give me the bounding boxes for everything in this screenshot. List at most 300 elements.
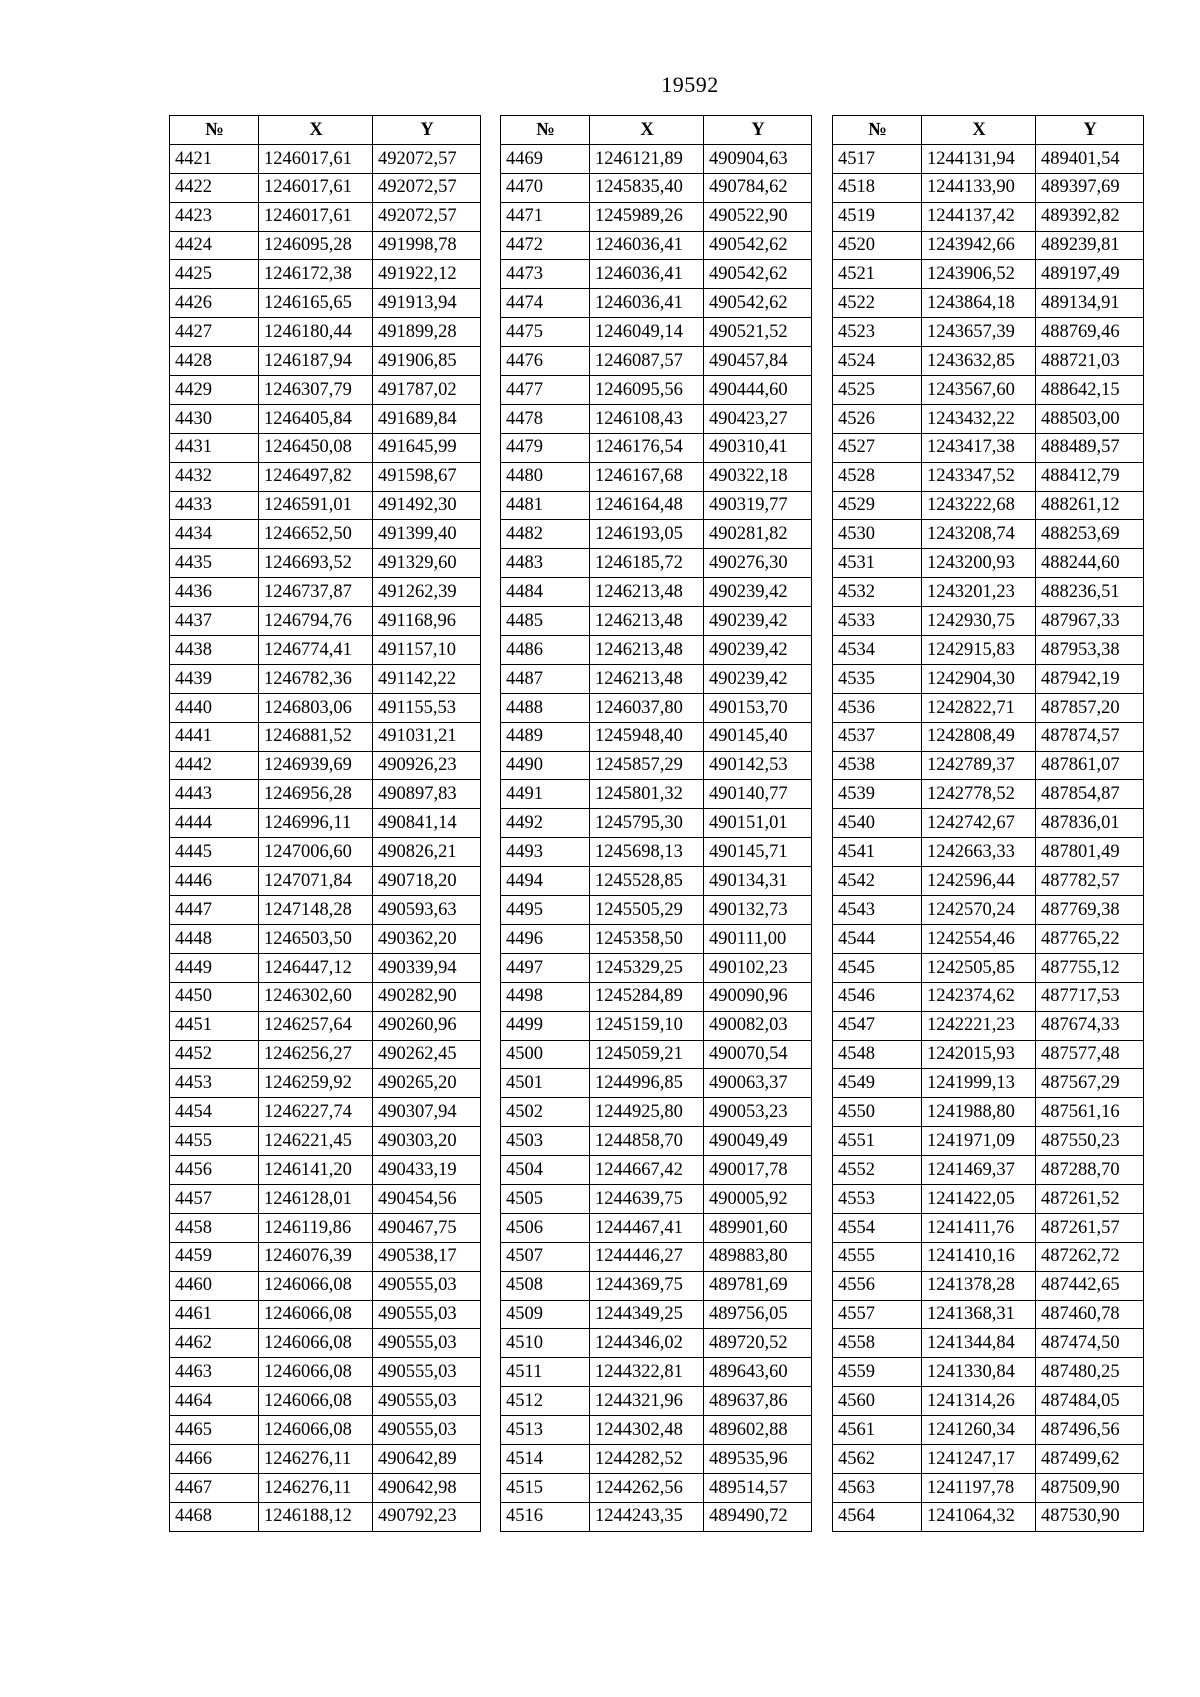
point-number-cell: 4514 [501,1444,590,1473]
x-coordinate-cell: 1241971,09 [922,1127,1036,1156]
x-coordinate-cell: 1246066,08 [259,1358,373,1387]
point-number-cell: 4454 [170,1098,259,1127]
table-row [501,1502,812,1531]
table-row [170,1416,481,1445]
table-row [170,780,481,809]
x-coordinate-cell: 1246095,28 [259,231,373,260]
column-header-y: Y [1036,116,1144,145]
table-header-row [501,116,812,145]
point-number-cell: 4559 [833,1358,922,1387]
y-coordinate-cell: 490239,42 [704,607,812,636]
x-coordinate-cell: 1245948,40 [590,722,704,751]
table-row [501,722,812,751]
point-number-cell: 4542 [833,867,922,896]
x-coordinate-cell: 1246956,28 [259,780,373,809]
x-coordinate-cell: 1246213,48 [590,636,704,665]
x-coordinate-cell: 1244446,27 [590,1242,704,1271]
table-row [501,1069,812,1098]
table-row [170,1213,481,1242]
y-coordinate-cell: 490140,77 [704,780,812,809]
x-coordinate-cell: 1246036,41 [590,231,704,260]
point-number-cell: 4509 [501,1300,590,1329]
y-coordinate-cell: 490145,71 [704,838,812,867]
x-coordinate-cell: 1241260,34 [922,1416,1036,1445]
x-coordinate-cell: 1243208,74 [922,520,1036,549]
y-coordinate-cell: 490142,53 [704,751,812,780]
y-coordinate-cell: 490904,63 [704,144,812,173]
x-coordinate-cell: 1244369,75 [590,1271,704,1300]
table-row [833,1011,1144,1040]
point-number-cell: 4564 [833,1502,922,1531]
table-row [833,1098,1144,1127]
y-coordinate-cell: 487567,29 [1036,1069,1144,1098]
y-coordinate-cell: 487577,48 [1036,1040,1144,1069]
point-number-cell: 4441 [170,722,259,751]
x-coordinate-cell: 1245059,21 [590,1040,704,1069]
point-number-cell: 4468 [170,1502,259,1531]
y-coordinate-cell: 490282,90 [373,982,481,1011]
y-coordinate-cell: 490049,49 [704,1127,812,1156]
y-coordinate-cell: 489239,81 [1036,231,1144,260]
column-header-number: № [501,116,590,145]
point-number-cell: 4437 [170,607,259,636]
x-coordinate-cell: 1246141,20 [259,1156,373,1185]
y-coordinate-cell: 487442,65 [1036,1271,1144,1300]
point-number-cell: 4532 [833,578,922,607]
y-coordinate-cell: 488489,57 [1036,433,1144,462]
coordinate-table-2 [500,115,812,1532]
x-coordinate-cell: 1242789,37 [922,751,1036,780]
x-coordinate-cell: 1246213,48 [590,664,704,693]
table-row [170,867,481,896]
point-number-cell: 4462 [170,1329,259,1358]
point-number-cell: 4475 [501,318,590,347]
table-row [170,1242,481,1271]
x-coordinate-cell: 1246737,87 [259,578,373,607]
y-coordinate-cell: 491399,40 [373,520,481,549]
x-coordinate-cell: 1246185,72 [590,549,704,578]
point-number-cell: 4450 [170,982,259,1011]
y-coordinate-cell: 490276,30 [704,549,812,578]
y-coordinate-cell: 488261,12 [1036,491,1144,520]
point-number-cell: 4520 [833,231,922,260]
point-number-cell: 4512 [501,1387,590,1416]
point-number-cell: 4562 [833,1444,922,1473]
table-row [501,491,812,520]
point-number-cell: 4544 [833,924,922,953]
y-coordinate-cell: 490307,94 [373,1098,481,1127]
column-header-number: № [833,116,922,145]
y-coordinate-cell: 487854,87 [1036,780,1144,809]
x-coordinate-cell: 1245505,29 [590,896,704,925]
y-coordinate-cell: 487499,62 [1036,1444,1144,1473]
point-number-cell: 4560 [833,1387,922,1416]
table-row [170,578,481,607]
x-coordinate-cell: 1242596,44 [922,867,1036,896]
y-coordinate-cell: 490521,52 [704,318,812,347]
table-row [170,982,481,1011]
y-coordinate-cell: 491913,94 [373,289,481,318]
point-number-cell: 4465 [170,1416,259,1445]
point-number-cell: 4511 [501,1358,590,1387]
y-coordinate-cell: 488721,03 [1036,347,1144,376]
point-number-cell: 4510 [501,1329,590,1358]
y-coordinate-cell: 488769,46 [1036,318,1144,347]
point-number-cell: 4489 [501,722,590,751]
table-row [833,607,1144,636]
point-number-cell: 4507 [501,1242,590,1271]
point-number-cell: 4546 [833,982,922,1011]
y-coordinate-cell: 487261,57 [1036,1213,1144,1242]
x-coordinate-cell: 1242015,93 [922,1040,1036,1069]
table-row [833,144,1144,173]
table-row [833,289,1144,318]
x-coordinate-cell: 1246066,08 [259,1416,373,1445]
table-row [501,780,812,809]
point-number-cell: 4500 [501,1040,590,1069]
x-coordinate-cell: 1242663,33 [922,838,1036,867]
x-coordinate-cell: 1246187,94 [259,347,373,376]
x-coordinate-cell: 1241344,84 [922,1329,1036,1358]
x-coordinate-cell: 1241410,16 [922,1242,1036,1271]
x-coordinate-cell: 1241999,13 [922,1069,1036,1098]
point-number-cell: 4478 [501,404,590,433]
x-coordinate-cell: 1245835,40 [590,173,704,202]
table-row [170,1473,481,1502]
x-coordinate-cell: 1246066,08 [259,1387,373,1416]
x-coordinate-cell: 1241197,78 [922,1473,1036,1502]
point-number-cell: 4451 [170,1011,259,1040]
table-row [501,664,812,693]
x-coordinate-cell: 1246996,11 [259,809,373,838]
table-row [501,1444,812,1473]
y-coordinate-cell: 490642,98 [373,1473,481,1502]
point-number-cell: 4518 [833,173,922,202]
point-number-cell: 4499 [501,1011,590,1040]
x-coordinate-cell: 1246164,48 [590,491,704,520]
x-coordinate-cell: 1246095,56 [590,376,704,405]
y-coordinate-cell: 487953,38 [1036,636,1144,665]
point-number-cell: 4487 [501,664,590,693]
x-coordinate-cell: 1242808,49 [922,722,1036,751]
table-row [501,549,812,578]
point-number-cell: 4515 [501,1473,590,1502]
y-coordinate-cell: 490467,75 [373,1213,481,1242]
x-coordinate-cell: 1241247,17 [922,1444,1036,1473]
y-coordinate-cell: 490111,00 [704,924,812,953]
point-number-cell: 4438 [170,636,259,665]
x-coordinate-cell: 1245528,85 [590,867,704,896]
table-row [501,953,812,982]
coordinate-table-1 [169,115,481,1532]
table-row [170,404,481,433]
point-number-cell: 4522 [833,289,922,318]
x-coordinate-cell: 1245159,10 [590,1011,704,1040]
y-coordinate-cell: 490792,23 [373,1502,481,1531]
x-coordinate-cell: 1244639,75 [590,1184,704,1213]
point-number-cell: 4527 [833,433,922,462]
x-coordinate-cell: 1246017,61 [259,144,373,173]
y-coordinate-cell: 490826,21 [373,838,481,867]
y-coordinate-cell: 491998,78 [373,231,481,260]
y-coordinate-cell: 491492,30 [373,491,481,520]
y-coordinate-cell: 490260,96 [373,1011,481,1040]
y-coordinate-cell: 490239,42 [704,636,812,665]
table-row [501,1156,812,1185]
x-coordinate-cell: 1246176,54 [590,433,704,462]
table-row [833,1358,1144,1387]
y-coordinate-cell: 490642,89 [373,1444,481,1473]
table-row [501,260,812,289]
x-coordinate-cell: 1242742,67 [922,809,1036,838]
table-row [501,289,812,318]
table-row [170,1011,481,1040]
x-coordinate-cell: 1246017,61 [259,173,373,202]
point-number-cell: 4463 [170,1358,259,1387]
point-number-cell: 4508 [501,1271,590,1300]
y-coordinate-cell: 491906,85 [373,347,481,376]
point-number-cell: 4488 [501,693,590,722]
table-row [170,1098,481,1127]
table-row [833,693,1144,722]
table-row [833,1040,1144,1069]
table-row [501,896,812,925]
point-number-cell: 4504 [501,1156,590,1185]
y-coordinate-cell: 488412,79 [1036,462,1144,491]
point-number-cell: 4485 [501,607,590,636]
y-coordinate-cell: 490542,62 [704,231,812,260]
point-number-cell: 4536 [833,693,922,722]
table-header-row [170,116,481,145]
table-row [170,693,481,722]
point-number-cell: 4442 [170,751,259,780]
x-coordinate-cell: 1243906,52 [922,260,1036,289]
point-number-cell: 4502 [501,1098,590,1127]
y-coordinate-cell: 490555,03 [373,1416,481,1445]
y-coordinate-cell: 490145,40 [704,722,812,751]
y-coordinate-cell: 490593,63 [373,896,481,925]
x-coordinate-cell: 1246503,50 [259,924,373,953]
y-coordinate-cell: 489901,60 [704,1213,812,1242]
table-row [501,607,812,636]
x-coordinate-cell: 1246302,60 [259,982,373,1011]
table-row [833,722,1144,751]
point-number-cell: 4479 [501,433,590,462]
table-row [170,838,481,867]
y-coordinate-cell: 490423,27 [704,404,812,433]
y-coordinate-cell: 490017,78 [704,1156,812,1185]
y-coordinate-cell: 487561,16 [1036,1098,1144,1127]
point-number-cell: 4428 [170,347,259,376]
point-number-cell: 4497 [501,953,590,982]
point-number-cell: 4458 [170,1213,259,1242]
point-number-cell: 4552 [833,1156,922,1185]
table-row [501,433,812,462]
table-row [833,462,1144,491]
table-row [170,260,481,289]
x-coordinate-cell: 1246221,45 [259,1127,373,1156]
x-coordinate-cell: 1244322,81 [590,1358,704,1387]
table-row [833,1184,1144,1213]
x-coordinate-cell: 1244137,42 [922,202,1036,231]
x-coordinate-cell: 1246193,05 [590,520,704,549]
x-coordinate-cell: 1246066,08 [259,1300,373,1329]
y-coordinate-cell: 490239,42 [704,664,812,693]
table-row [170,520,481,549]
table-row [501,1127,812,1156]
y-coordinate-cell: 487509,90 [1036,1473,1144,1502]
y-coordinate-cell: 490542,62 [704,289,812,318]
point-number-cell: 4525 [833,376,922,405]
x-coordinate-cell: 1246167,68 [590,462,704,491]
table-row [170,1184,481,1213]
x-coordinate-cell: 1243417,38 [922,433,1036,462]
y-coordinate-cell: 489781,69 [704,1271,812,1300]
y-coordinate-cell: 490538,17 [373,1242,481,1271]
column-header-number: № [170,116,259,145]
point-number-cell: 4426 [170,289,259,318]
point-number-cell: 4517 [833,144,922,173]
point-number-cell: 4513 [501,1416,590,1445]
x-coordinate-cell: 1245989,26 [590,202,704,231]
x-coordinate-cell: 1241330,84 [922,1358,1036,1387]
x-coordinate-cell: 1246774,41 [259,636,373,665]
x-coordinate-cell: 1241422,05 [922,1184,1036,1213]
x-coordinate-cell: 1245329,25 [590,953,704,982]
point-number-cell: 4501 [501,1069,590,1098]
y-coordinate-cell: 490339,94 [373,953,481,982]
point-number-cell: 4540 [833,809,922,838]
table-row [501,1387,812,1416]
x-coordinate-cell: 1246257,64 [259,1011,373,1040]
table-row [833,809,1144,838]
y-coordinate-cell: 490322,18 [704,462,812,491]
y-coordinate-cell: 490132,73 [704,896,812,925]
point-number-cell: 4541 [833,838,922,867]
point-number-cell: 4494 [501,867,590,896]
point-number-cell: 4423 [170,202,259,231]
y-coordinate-cell: 490926,23 [373,751,481,780]
x-coordinate-cell: 1244321,96 [590,1387,704,1416]
y-coordinate-cell: 490718,20 [373,867,481,896]
x-coordinate-cell: 1245801,32 [590,780,704,809]
table-row [501,1242,812,1271]
table-row [833,867,1144,896]
y-coordinate-cell: 490005,92 [704,1184,812,1213]
point-number-cell: 4440 [170,693,259,722]
table-row [833,260,1144,289]
x-coordinate-cell: 1244996,85 [590,1069,704,1098]
table-row [501,924,812,953]
x-coordinate-cell: 1246256,27 [259,1040,373,1069]
y-coordinate-cell: 487857,20 [1036,693,1144,722]
y-coordinate-cell: 492072,57 [373,144,481,173]
table-row [501,202,812,231]
point-number-cell: 4427 [170,318,259,347]
y-coordinate-cell: 489602,88 [704,1416,812,1445]
y-coordinate-cell: 489514,57 [704,1473,812,1502]
point-number-cell: 4523 [833,318,922,347]
y-coordinate-cell: 487496,56 [1036,1416,1144,1445]
point-number-cell: 4455 [170,1127,259,1156]
point-number-cell: 4496 [501,924,590,953]
x-coordinate-cell: 1246276,11 [259,1473,373,1502]
y-coordinate-cell: 490555,03 [373,1271,481,1300]
y-coordinate-cell: 490134,31 [704,867,812,896]
x-coordinate-cell: 1246307,79 [259,376,373,405]
point-number-cell: 4464 [170,1387,259,1416]
y-coordinate-cell: 491142,22 [373,664,481,693]
x-coordinate-cell: 1246227,74 [259,1098,373,1127]
point-number-cell: 4435 [170,549,259,578]
y-coordinate-cell: 487674,33 [1036,1011,1144,1040]
x-coordinate-cell: 1246128,01 [259,1184,373,1213]
coordinate-table-3 [832,115,1144,1532]
y-coordinate-cell: 487782,57 [1036,867,1144,896]
table-row [170,289,481,318]
y-coordinate-cell: 487262,72 [1036,1242,1144,1271]
table-row [170,1300,481,1329]
x-coordinate-cell: 1242930,75 [922,607,1036,636]
point-number-cell: 4445 [170,838,259,867]
y-coordinate-cell: 487755,12 [1036,953,1144,982]
table-row [833,1416,1144,1445]
y-coordinate-cell: 490555,03 [373,1300,481,1329]
point-number-cell: 4447 [170,896,259,925]
x-coordinate-cell: 1244349,25 [590,1300,704,1329]
point-number-cell: 4446 [170,867,259,896]
x-coordinate-cell: 1246017,61 [259,202,373,231]
y-coordinate-cell: 487765,22 [1036,924,1144,953]
y-coordinate-cell: 490897,83 [373,780,481,809]
table-row [501,1271,812,1300]
point-number-cell: 4545 [833,953,922,982]
y-coordinate-cell: 492072,57 [373,202,481,231]
x-coordinate-cell: 1242374,62 [922,982,1036,1011]
point-number-cell: 4477 [501,376,590,405]
point-number-cell: 4443 [170,780,259,809]
x-coordinate-cell: 1243432,22 [922,404,1036,433]
x-coordinate-cell: 1246180,44 [259,318,373,347]
y-coordinate-cell: 491157,10 [373,636,481,665]
table-row [501,1473,812,1502]
point-number-cell: 4480 [501,462,590,491]
point-number-cell: 4533 [833,607,922,636]
table-row [170,1069,481,1098]
x-coordinate-cell: 1246037,80 [590,693,704,722]
table-row [501,1300,812,1329]
table-row [833,433,1144,462]
table-row [170,1156,481,1185]
x-coordinate-cell: 1246036,41 [590,260,704,289]
point-number-cell: 4486 [501,636,590,665]
y-coordinate-cell: 487550,23 [1036,1127,1144,1156]
x-coordinate-cell: 1246121,89 [590,144,704,173]
point-number-cell: 4491 [501,780,590,809]
y-coordinate-cell: 487967,33 [1036,607,1144,636]
table-row [833,1127,1144,1156]
y-coordinate-cell: 490262,45 [373,1040,481,1069]
table-row [833,404,1144,433]
x-coordinate-cell: 1242915,83 [922,636,1036,665]
table-row [833,491,1144,520]
x-coordinate-cell: 1241368,31 [922,1300,1036,1329]
point-number-cell: 4483 [501,549,590,578]
x-coordinate-cell: 1246447,12 [259,953,373,982]
x-coordinate-cell: 1241064,32 [922,1502,1036,1531]
table-row [833,1156,1144,1185]
point-number-cell: 4539 [833,780,922,809]
